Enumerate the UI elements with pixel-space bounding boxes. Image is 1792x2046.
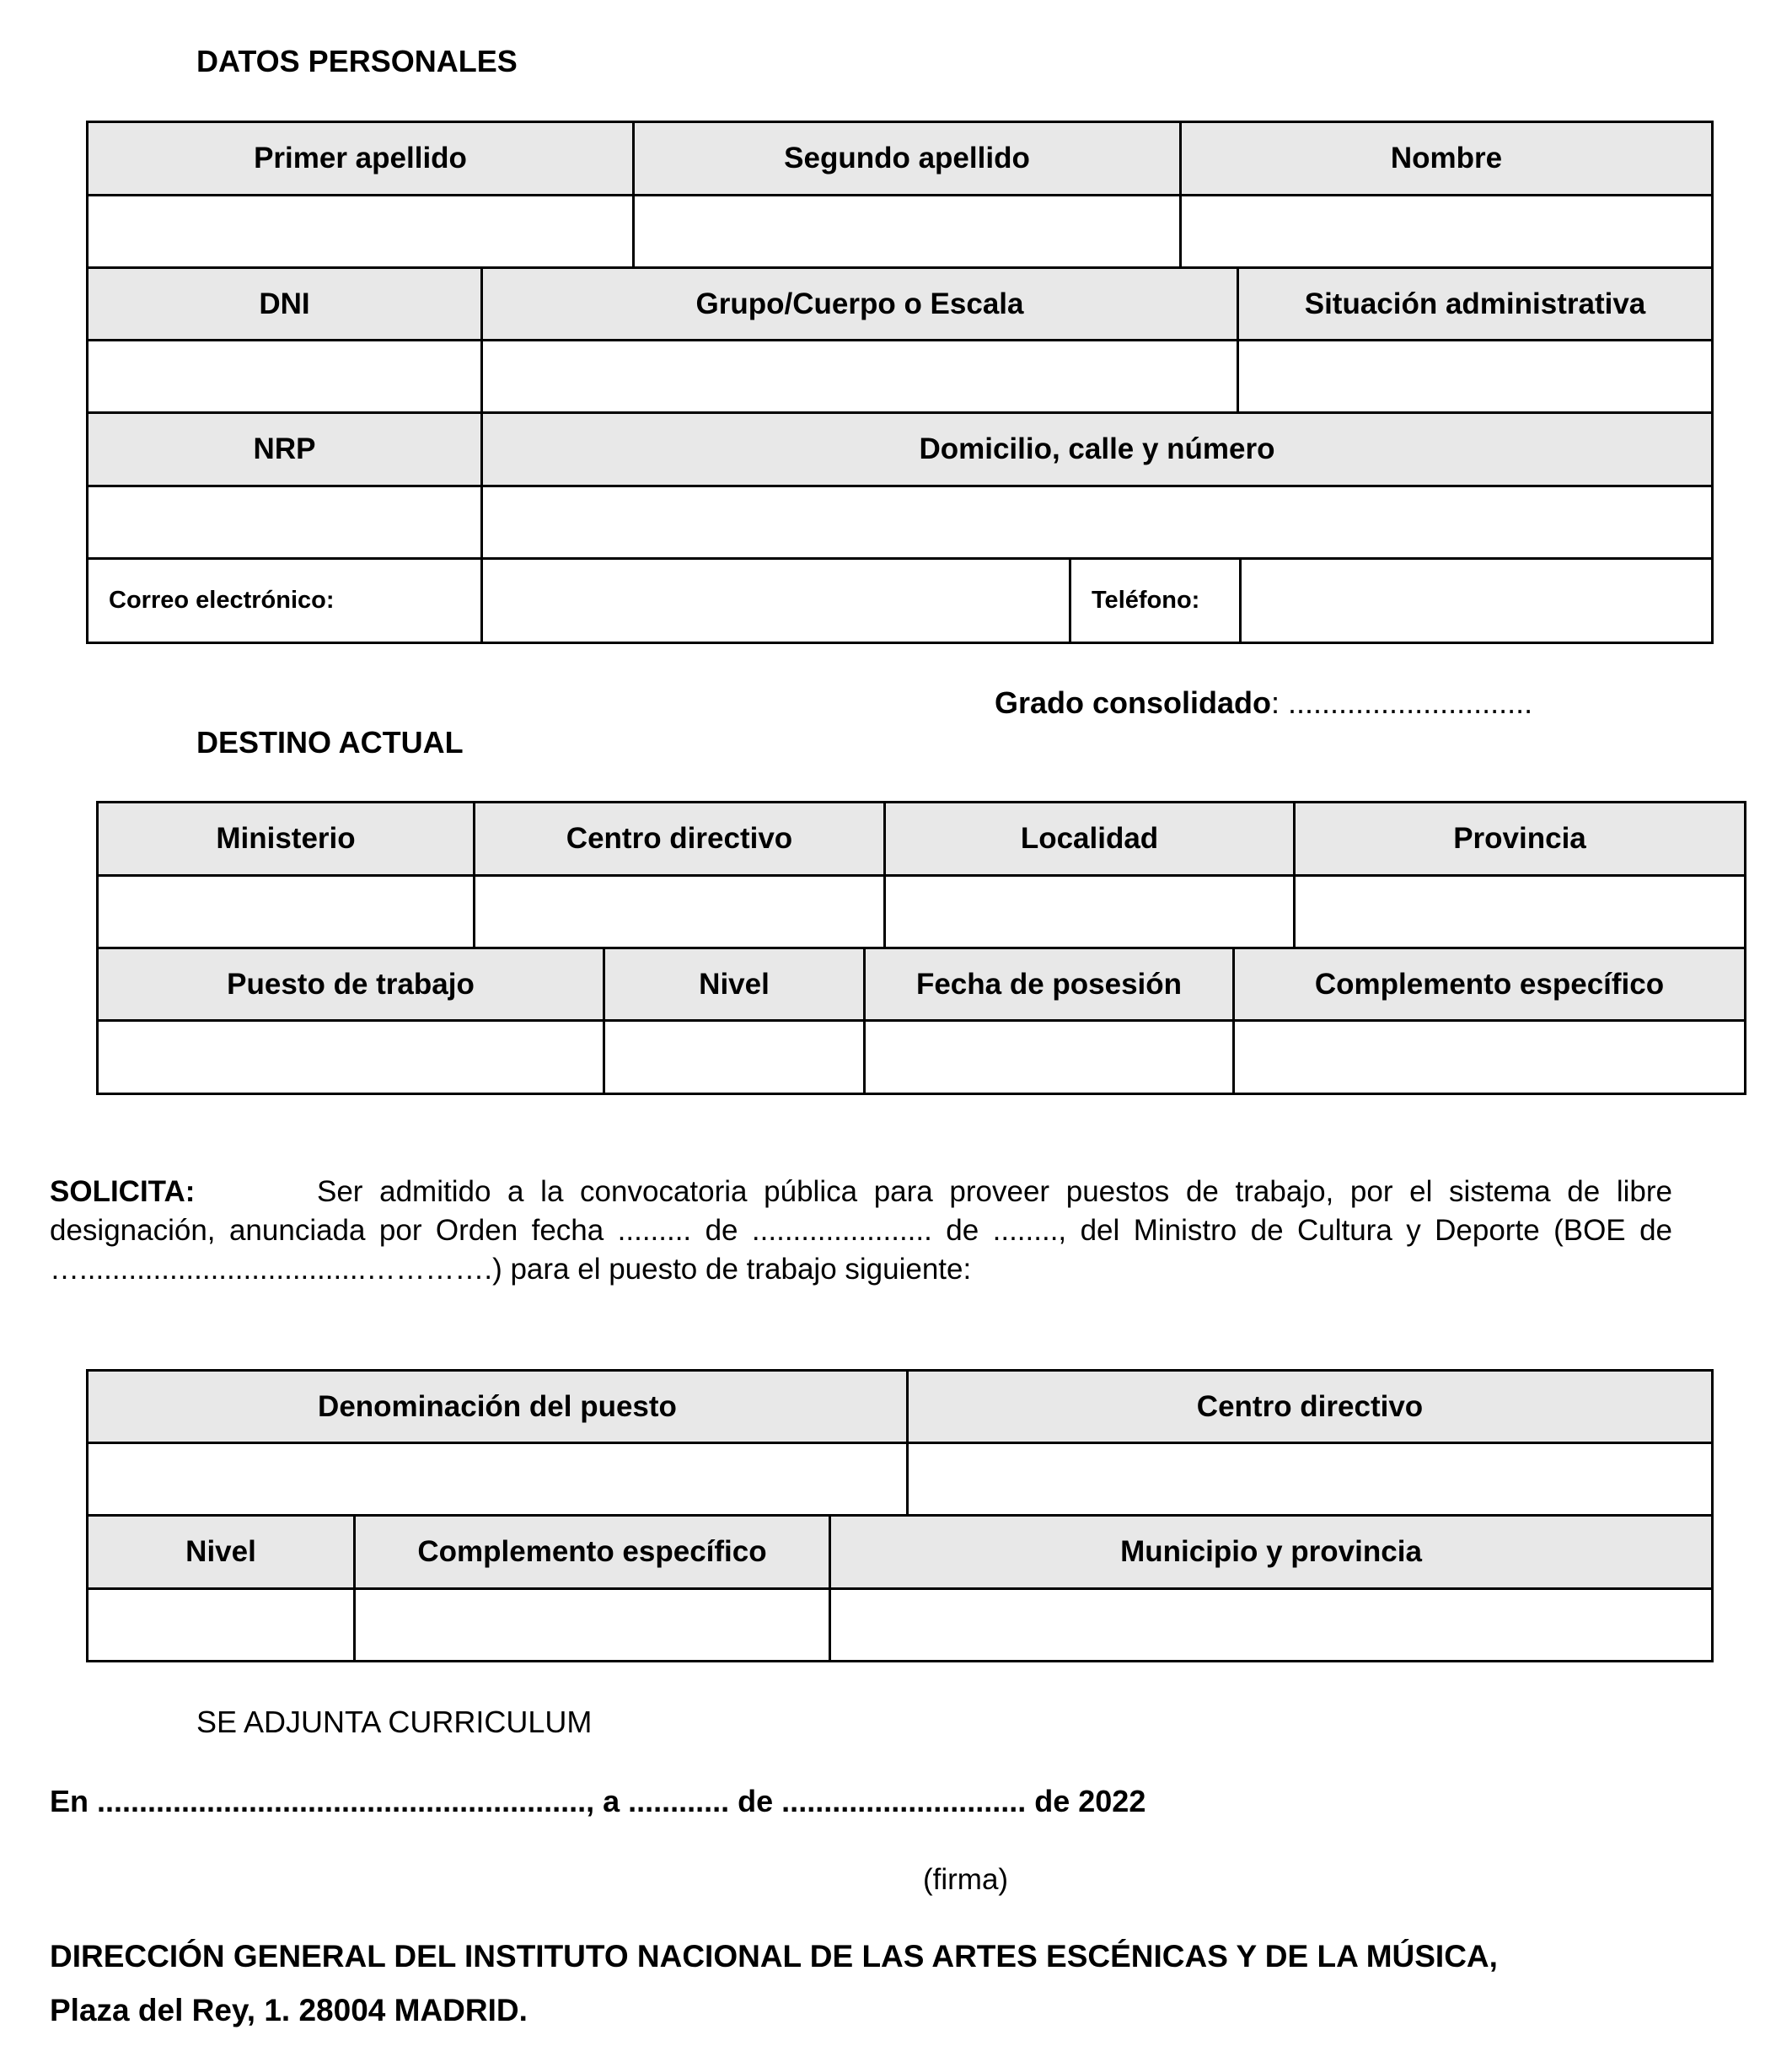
datos-personales-table-row4: [86, 557, 1714, 644]
complemento-field[interactable]: [1234, 1021, 1746, 1094]
header-centro-directivo-solicitado: Centro directivo: [908, 1371, 1713, 1443]
section-title-datos-personales: DATOS PERSONALES: [196, 44, 518, 78]
destinatario-line2: Plaza del Rey, 1. 28004 MADRID.: [50, 1993, 528, 2027]
grado-value[interactable]: : .............................: [1271, 685, 1533, 720]
header-situacion: Situación administrativa: [1238, 268, 1713, 341]
datos-personales-table-row2: [86, 266, 1714, 414]
datos-personales-table-row1: [86, 121, 1714, 269]
header-grupo: Grupo/Cuerpo o Escala: [482, 268, 1238, 341]
destino-table-row1: [96, 801, 1746, 949]
header-nivel-solicitado: Nivel: [88, 1516, 355, 1589]
firma-label: (firma): [923, 1863, 1009, 1896]
fecha-lugar[interactable]: En .........................................................., a ............ de ............................. de 2022: [50, 1784, 1146, 1818]
header-complemento-solicitado: Complemento específico: [355, 1516, 830, 1589]
puesto-solicitado-table-row2: [86, 1514, 1714, 1662]
header-complemento: Complemento específico: [1234, 948, 1746, 1021]
situacion-field[interactable]: [1238, 341, 1713, 413]
header-fecha-posesion: Fecha de posesión: [865, 948, 1234, 1021]
telefono-field[interactable]: [1241, 559, 1713, 643]
header-localidad: Localidad: [885, 803, 1295, 876]
header-nrp: NRP: [88, 413, 482, 486]
nivel-field[interactable]: [604, 1021, 865, 1094]
header-municipio: Municipio y provincia: [830, 1516, 1713, 1589]
segundo-apellido-field[interactable]: [634, 196, 1181, 268]
centro-directivo-field[interactable]: [475, 876, 885, 948]
municipio-field[interactable]: [830, 1589, 1713, 1662]
header-domicilio: Domicilio, calle y número: [482, 413, 1713, 486]
solicita-label: SOLICITA:: [50, 1175, 196, 1208]
nrp-field[interactable]: [88, 486, 482, 559]
grupo-field[interactable]: [482, 341, 1238, 413]
header-denominacion: Denominación del puesto: [88, 1371, 908, 1443]
provincia-field[interactable]: [1295, 876, 1746, 948]
datos-personales-table-row3: [86, 411, 1714, 560]
grado-consolidado: [995, 685, 1532, 721]
localidad-field[interactable]: [885, 876, 1295, 948]
header-dni: DNI: [88, 268, 482, 341]
correo-field[interactable]: [482, 559, 1070, 643]
header-primer-apellido: Primer apellido: [88, 122, 634, 196]
denominacion-field[interactable]: [88, 1443, 908, 1516]
primer-apellido-field[interactable]: [88, 196, 634, 268]
puesto-field[interactable]: [98, 1021, 604, 1094]
nombre-field[interactable]: [1181, 196, 1713, 268]
header-nombre: Nombre: [1181, 122, 1713, 196]
fecha-posesion-field[interactable]: [865, 1021, 1234, 1094]
puesto-solicitado-table-row1: [86, 1369, 1714, 1517]
header-segundo-apellido: Segundo apellido: [634, 122, 1181, 196]
solicita-paragraph: [50, 1173, 1672, 1289]
nivel-solicitado-field[interactable]: [88, 1589, 355, 1662]
section-title-destino-actual: DESTINO ACTUAL: [196, 725, 464, 760]
dni-field[interactable]: [88, 341, 482, 413]
header-centro-directivo: Centro directivo: [475, 803, 885, 876]
complemento-solicitado-field[interactable]: [355, 1589, 830, 1662]
centro-directivo-solicitado-field[interactable]: [908, 1443, 1713, 1516]
header-nivel: Nivel: [604, 948, 865, 1021]
adjunta-curriculum: SE ADJUNTA CURRICULUM: [196, 1705, 593, 1739]
ministerio-field[interactable]: [98, 876, 475, 948]
header-puesto: Puesto de trabajo: [98, 948, 604, 1021]
header-provincia: Provincia: [1295, 803, 1746, 876]
label-correo: Correo electrónico:: [88, 559, 482, 643]
destino-table-row2: [96, 947, 1746, 1095]
solicita-text: Ser admitido a la convocatoria pública para proveer puestos de trabajo, por el sistema de libre designación, anunciada por Orden fecha ......... de ...................... de ........, del Ministro de Cultura y Deporte (BOE de …...................................………….) para el puesto de trabajo siguiente:: [50, 1175, 1672, 1286]
header-ministerio: Ministerio: [98, 803, 475, 876]
label-telefono: Teléfono:: [1070, 559, 1241, 643]
destinatario-line1: DIRECCIÓN GENERAL DEL INSTITUTO NACIONAL DE LAS ARTES ESCÉNICAS Y DE LA MÚSICA,: [50, 1939, 1498, 1974]
domicilio-field[interactable]: [482, 486, 1713, 559]
grado-label: Grado consolidado: [995, 685, 1272, 720]
